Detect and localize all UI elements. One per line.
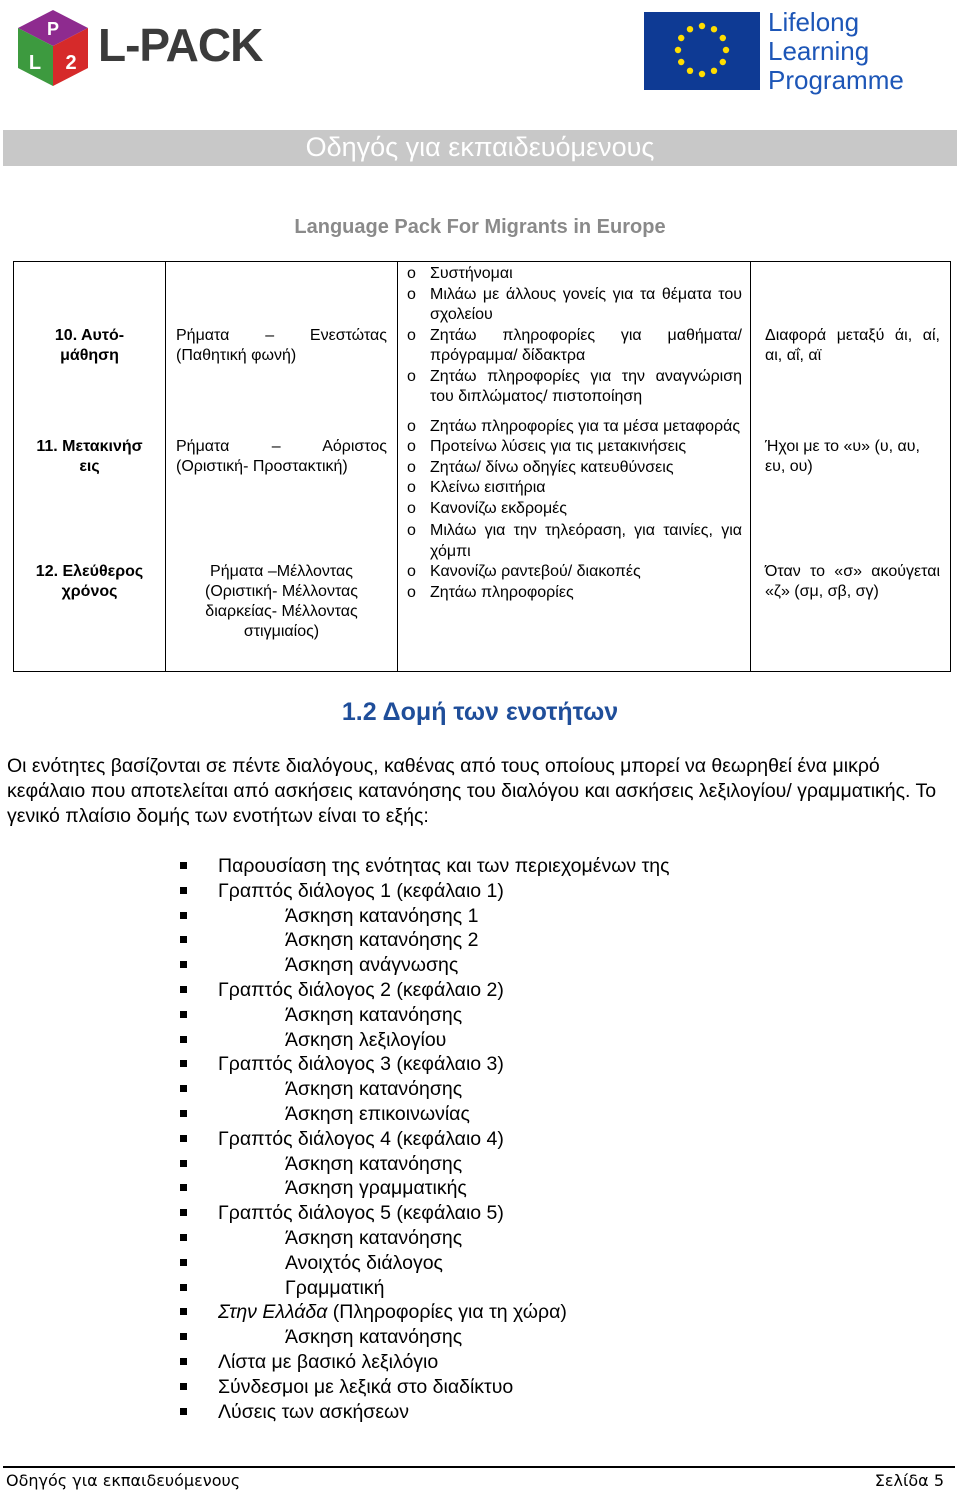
bullet-marker: o: [407, 458, 416, 476]
list-item: [180, 1003, 880, 1028]
square-bullet-icon: [180, 1060, 187, 1067]
eu-flag-icon: [644, 12, 760, 90]
unit-number: [14, 562, 165, 602]
list-item: [180, 1226, 880, 1251]
unit-number-line: 12. Ελεύθερος: [35, 563, 144, 580]
bullet-marker: o: [407, 563, 416, 580]
grammar-line: (Παθητική φωνή): [176, 347, 297, 364]
function-text: Ζητάω πληροφορίες: [430, 583, 574, 601]
list-item-text: Γραπτός διάλογος 4 (κεφάλαιο 4): [218, 1127, 504, 1150]
square-bullet-icon: [180, 912, 187, 919]
program-line-2: Learning: [768, 36, 870, 66]
square-bullet-icon: [180, 961, 187, 968]
list-item: [180, 1251, 880, 1276]
function-text: Ζητάω/ δίνω οδηγίες κατευθύνσεις: [430, 458, 674, 476]
logo-letter-l: L: [28, 52, 42, 74]
functions-list: [398, 264, 750, 603]
square-bullet-icon: [180, 887, 187, 894]
list-item: [180, 1400, 880, 1425]
square-bullet-icon: [180, 1259, 187, 1266]
program-line-3: Programme: [768, 65, 904, 95]
list-item: [180, 978, 880, 1003]
table-row: [14, 262, 951, 672]
square-bullet-icon: [180, 1234, 187, 1241]
bullet-marker: o: [407, 522, 416, 539]
square-bullet-icon: [180, 1110, 187, 1117]
list-item: [180, 1028, 880, 1053]
list-item: [398, 367, 750, 408]
program-name: [768, 8, 904, 95]
list-item: [180, 1077, 880, 1102]
sounds-cell: Όταν το «σ» ακούγεται «ζ» (σμ, σβ, σγ): [765, 563, 940, 600]
square-bullet-icon: [180, 1308, 187, 1315]
square-bullet-icon: [180, 986, 187, 993]
list-item: [180, 1201, 880, 1226]
grammar-cell: [166, 437, 397, 477]
list-item-text: Λίστα με βασικό λεξιλόγιο: [218, 1350, 439, 1373]
footer-divider: [3, 1466, 955, 1468]
bullet-marker: o: [407, 265, 416, 282]
function-text: Ζητάω πληροφορίες για την αναγνώριση του διπλώματος/ πιστοποίηση: [430, 367, 742, 405]
list-item: [180, 1152, 880, 1177]
list-item: [180, 879, 880, 904]
list-item-italic-text: Στην Ελλάδα: [218, 1301, 328, 1324]
list-item-text: Άσκηση λεξιλογίου: [285, 1028, 447, 1051]
list-item: [180, 953, 880, 978]
list-item: [180, 854, 880, 879]
list-item: [398, 326, 750, 367]
list-item-text: [218, 1300, 567, 1325]
list-item: [180, 1052, 880, 1077]
grammar-line: (Οριστική- Μέλλοντας: [204, 583, 359, 600]
page-title: Οδηγός για εκπαιδευόμενους: [305, 132, 655, 162]
footer-title: Οδηγός για εκπαιδευόμενους: [6, 1471, 241, 1490]
bullet-marker: o: [407, 583, 416, 601]
list-item-text: Γραπτός διάλογος 1 (κεφάλαιο 1): [218, 879, 504, 902]
list-item-text: Άσκηση ανάγνωσης: [285, 954, 459, 977]
square-bullet-icon: [180, 1011, 187, 1018]
logo-text: L-PACK: [98, 19, 263, 71]
list-item: [180, 1375, 880, 1400]
page-number: Σελίδα 5: [874, 1471, 944, 1490]
list-item-text: Άσκηση κατανόησης 1: [285, 904, 479, 927]
square-bullet-icon: [180, 1333, 187, 1340]
function-text: Συστήνομαι: [430, 265, 513, 282]
unit-number: [14, 437, 165, 477]
list-item-text: Παρουσίαση της ενότητας και των περιεχομένων της: [218, 855, 670, 877]
square-bullet-icon: [180, 1160, 187, 1167]
square-bullet-icon: [180, 1184, 187, 1191]
page-subtitle: Language Pack For Migrants in Europe: [294, 216, 666, 238]
unit-number-line: εις: [79, 458, 100, 475]
function-text: Κλείνω εισιτήρια: [430, 479, 546, 496]
bullet-marker: o: [407, 326, 416, 344]
bullet-marker: o: [407, 285, 416, 303]
list-item: [180, 1276, 880, 1301]
grammar-cell: [166, 326, 397, 366]
list-item-text: Άσκηση κατανόησης: [285, 1152, 463, 1175]
bullet-marker: o: [407, 479, 416, 496]
function-text: Προτείνω λύσεις για τις μετακινήσεις: [430, 438, 687, 455]
program-line-1: Lifelong: [768, 7, 860, 37]
grammar-line: Ρήματα – Ενεστώτας: [176, 327, 387, 344]
list-item: [180, 1127, 880, 1152]
square-bullet-icon: [180, 1284, 187, 1291]
list-item-text: Άσκηση γραμματικής: [285, 1177, 467, 1200]
title-bar: [3, 130, 957, 166]
list-item-text: Γραπτός διάλογος 5 (κεφάλαιο 5): [218, 1202, 504, 1225]
sounds-column: [751, 262, 951, 672]
list-item: [398, 458, 750, 479]
unit-number: [14, 326, 165, 366]
unit-number-column: [14, 262, 166, 672]
functions-column: [398, 262, 751, 672]
square-bullet-icon: [180, 936, 187, 943]
structure-list: [180, 854, 880, 1424]
list-item: [398, 264, 750, 285]
function-text: Κανονίζω ραντεβού/ διακοπές: [430, 563, 641, 580]
list-item: [398, 437, 750, 458]
square-bullet-icon: [180, 1135, 187, 1142]
grammar-cell: [166, 562, 397, 642]
list-item: [180, 1300, 880, 1325]
unit-number-line: 11. Μετακινήσ: [36, 438, 143, 455]
list-item: [398, 521, 750, 562]
bullet-marker: o: [407, 367, 416, 385]
logo-letter-p: P: [46, 19, 60, 39]
lifelong-learning-logo: [640, 6, 930, 98]
list-item-text: Άσκηση κατανόησης: [285, 1326, 463, 1349]
square-bullet-icon: [180, 1408, 187, 1415]
square-bullet-icon: [180, 862, 187, 869]
list-item-text: Ανοιχτός διάλογος: [285, 1251, 443, 1274]
list-item: [398, 478, 750, 499]
square-bullet-icon: [180, 1036, 187, 1043]
grammar-line: (Οριστική- Προστακτική): [176, 458, 348, 475]
unit-number-line: μάθηση: [60, 347, 119, 364]
sounds-cell: Ήχοι με το «υ» (υ, αυ, ευ, ου): [765, 438, 920, 475]
grammar-line: Ρήματα – Αόριστος: [176, 438, 387, 455]
section-heading: 1.2 Δομή των ενοτήτων: [341, 698, 619, 726]
list-item-text: Άσκηση κατανόησης: [285, 1078, 463, 1101]
sounds-cell: Διαφορά μεταξύ άι, αί, αι, αΐ, αϊ: [765, 327, 940, 364]
list-item: [398, 285, 750, 326]
list-item-text: Γραπτός διάλογος 2 (κεφάλαιο 2): [218, 978, 504, 1001]
list-item: [398, 583, 750, 604]
list-item: [180, 928, 880, 953]
grammar-line: Ρήματα –Μέλλοντας: [210, 563, 353, 580]
square-bullet-icon: [180, 1209, 187, 1216]
list-item-text: Σύνδεσμοι με λεξικά στο διαδίκτυο: [218, 1375, 514, 1398]
square-bullet-icon: [180, 1383, 187, 1390]
function-text: Μιλάω με άλλους γονείς για τα θέματα του σχολείου: [430, 285, 742, 323]
list-item-text: Άσκηση κατανόησης: [285, 1003, 463, 1026]
bullet-marker: o: [407, 499, 416, 517]
logo-letter-2: 2: [65, 52, 77, 74]
grammar-column: [166, 262, 398, 672]
list-item: [398, 417, 750, 438]
bullet-marker: o: [407, 417, 416, 435]
bullet-marker: o: [407, 438, 416, 455]
list-item-text: Άσκηση κατανόησης 2: [285, 929, 479, 952]
grammar-line: διαρκείας- Μέλλοντας: [205, 603, 358, 620]
lpack-cube-logo-icon: [14, 8, 92, 88]
list-item: [398, 499, 750, 520]
list-item-text: Γραπτός διάλογος 3 (κεφάλαιο 3): [218, 1053, 504, 1076]
list-item: [180, 1350, 880, 1375]
list-item-text: Άσκηση επικοινωνίας: [285, 1102, 470, 1125]
function-text: Μιλάω για την τηλεόραση, για ταινίες, για χόμπι: [430, 522, 742, 560]
list-item: [180, 1176, 880, 1201]
list-item: [180, 904, 880, 929]
function-text: Ζητάω πληροφορίες για τα μέσα μεταφοράς: [430, 417, 741, 435]
list-item: [180, 1325, 880, 1350]
unit-number-line: χρόνος: [61, 583, 118, 600]
section-paragraph: Οι ενότητες βασίζονται σε πέντε διαλόγους, καθένας από τους οποίους μπορεί να θεωρηθεί ένα μικρό κεφάλαιο που αποτελείται από ασκήσεις κατανόησης του διαλόγου και ασκήσεις λεξιλογίου/ γραμματικής. Το γενικό πλαίσιο δομής των ενοτήτων είναι το εξής:: [7, 755, 937, 827]
list-item-suffix: (Πληροφορίες για τη χώρα): [327, 1301, 567, 1324]
list-item-text: Λύσεις των ασκήσεων: [218, 1400, 409, 1423]
list-item-text: Γραμματική: [285, 1276, 385, 1299]
lpack-logo: [14, 8, 274, 88]
square-bullet-icon: [180, 1358, 187, 1365]
list-item: [180, 1102, 880, 1127]
grammar-line: στιγμιαίος): [243, 623, 320, 640]
function-text: Κανονίζω εκδρομές: [430, 499, 568, 517]
list-item-text: Άσκηση κατανόησης: [285, 1226, 463, 1249]
square-bullet-icon: [180, 1085, 187, 1092]
function-text: Ζητάω πληροφορίες για μαθήματα/ πρόγραμμα/ δίδακτρα: [430, 326, 742, 364]
unit-number-line: 10. Αυτό-: [54, 327, 125, 344]
list-item: [398, 562, 750, 583]
units-table: [13, 261, 951, 672]
